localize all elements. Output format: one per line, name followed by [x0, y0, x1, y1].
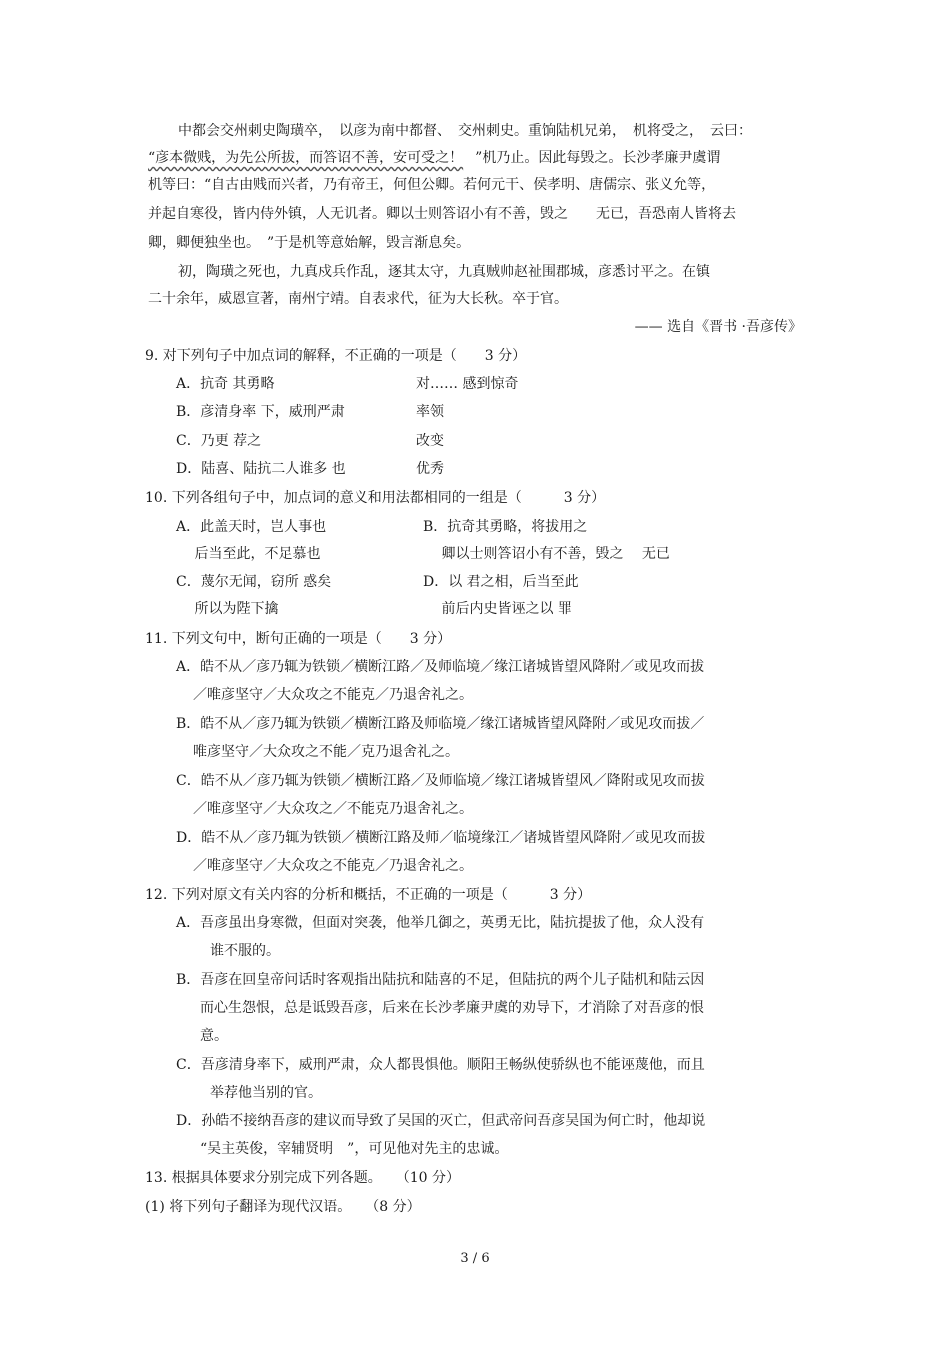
q11-option-c-line1: C．皓不从／彦乃辄为铁锁／横断江路／及师临境／缘江诸城皆望风／降附或见攻而拔 [176, 773, 705, 789]
q11-option-c-line2: ／唯彦坚守／大众攻之／不能克乃退舍礼之。 [193, 801, 473, 817]
q10-option-b1: B．抗奇其勇略，将拔用之 [423, 519, 588, 535]
passage-line: 并起自寒役，皆内侍外镇，人无讥者。卿以士则答诏小有不善，毁之 无已，吾恐南人皆将去 [148, 206, 736, 222]
question-13-sub-1: (1) 将下列句子翻译为现代汉语。 （8 分） [145, 1199, 421, 1215]
passage-line: 机等曰：“自古由贱而兴者，乃有帝王，何但公卿。若何元干、侯孝明、唐儒宗、张义允等， [148, 177, 716, 193]
passage-source: —— 选自《晋书 ·吾彦传》 [634, 319, 802, 335]
question-11-stem: 11. 下列文句中，断句正确的一项是（ 3 分） [145, 631, 452, 647]
passage-line-tail: ”机乃止。因此每毁之。长沙孝廉尹虞谓 [475, 150, 721, 166]
q12-option-c-line1: C．吾彦清身率下，威刑严肃，众人都畏惧他。顺阳王畅纵使骄纵也不能诬蔑他，而且 [176, 1057, 705, 1073]
question-10-stem: 10. 下列各组句子中，加点词的意义和用法都相同的一组是（ 3 分） [145, 490, 606, 506]
q12-option-c-line2: 举荐他当别的官。 [210, 1085, 322, 1101]
q11-option-a-line2: ／唯彦坚守／大众攻之不能克／乃退舍礼之。 [193, 687, 473, 703]
q9-option-d-gloss: 优秀 [416, 461, 444, 477]
q12-option-a-line1: A．吾彦虽出身寒微，但面对突袭，他举几御之，英勇无比，陆抗提拔了他，众人没有 [176, 915, 705, 931]
q11-option-b-line1: B．皓不从／彦乃辄为铁锁／横断江路及师临境／缘江诸城皆望风降附／或见攻而拔／ [176, 716, 705, 732]
q12-option-a-line2: 谁不服的。 [210, 943, 280, 959]
passage-line: 初，陶璜之死也，九真戍兵作乱，逐其太守，九真贼帅赵祉围郡城，彦悉讨平之。在镇 [178, 264, 710, 280]
wavy-underlined-quote: “彦本微贱，为先公所拔，而答诏不善，安可受之！ [148, 150, 464, 166]
q11-option-b-line2: 唯彦坚守／大众攻之不能／克乃退舍礼之。 [193, 744, 459, 760]
q10-option-a1: A．此盖天时，岂人事也 [176, 519, 327, 535]
q9-option-c: C．乃更 荐之 [176, 433, 262, 449]
q9-option-d: D．陆喜、陆抗二人谁多 也 [176, 461, 346, 477]
q12-option-d-line1: D．孙皓不接纳吾彦的建议而导致了吴国的灭亡，但武帝问吾彦吴国为何亡时，他却说 [176, 1113, 706, 1129]
passage-line-quote [148, 148, 720, 168]
q9-option-a-gloss: 对…… 感到惊奇 [416, 376, 519, 392]
question-13-stem: 13. 根据具体要求分别完成下列各题。 （10 分） [145, 1170, 460, 1186]
q11-option-d-line1: D．皓不从／彦乃辄为铁锁／横断江路及师／临境缘江／诸城皆望风降附／或见攻而拔 [176, 830, 706, 846]
q12-option-b-line1: B．吾彦在回皇帝问话时客观指出陆抗和陆喜的不足，但陆抗的两个儿子陆机和陆云因 [176, 972, 705, 988]
q10-option-d1: D．以 君之相，后当至此 [423, 574, 579, 590]
passage-line: 卿，卿便独坐也。 ”于是机等意始解，毁言渐息矣。 [148, 235, 471, 251]
question-9-stem: 9. 对下列句子中加点词的解释，不正确的一项是（ 3 分） [145, 348, 527, 364]
q10-option-a2: 后当至此，不足慕也 [176, 546, 321, 562]
q9-option-b: B．彦清身率 下，威刑严肃 [176, 404, 345, 420]
q12-option-b-line2: 而心生怨恨，总是诋毁吾彦，后来在长沙孝廉尹虞的劝导下，才消除了对吾彦的恨 [200, 1000, 704, 1016]
q10-option-d2: 前后内史皆诬之以 罪 [423, 601, 572, 617]
q9-option-a: A．抗奇 其勇略 [176, 376, 275, 392]
passage-line: 中都会交州刺史陶璜卒， 以彦为南中都督、 交州刺史。重饷陆机兄弟， 机将受之， 云曰： [178, 123, 752, 139]
page-number: 3 / 6 [460, 1251, 490, 1266]
question-12-stem: 12. 下列对原文有关内容的分析和概括，不正确的一项是（ 3 分） [145, 887, 592, 903]
passage-line: 二十余年，威恩宣著，南州宁靖。自表求代，征为大长秋。卒于官。 [148, 291, 568, 307]
q10-option-b2: 卿以士则答诏小有不善，毁之 无已 [423, 546, 670, 562]
q9-option-c-gloss: 改变 [416, 433, 444, 449]
q11-option-d-line2: ／唯彦坚守／大众攻之不能克／乃退舍礼之。 [193, 858, 473, 874]
q10-option-c2: 所以为陛下擒 [176, 601, 279, 617]
q12-option-d-line2: “吴主英俊，宰辅贤明 ”，可见他对先主的忠诚。 [200, 1141, 509, 1157]
q10-option-c1: C．蔑尔无闻，窃所 惑矣 [176, 574, 332, 590]
q9-option-b-gloss: 率领 [416, 404, 444, 420]
q12-option-b-line3: 意。 [200, 1028, 228, 1044]
q11-option-a-line1: A．皓不从／彦乃辄为铁锁／横断江路／及师临境／缘江诸城皆望风降附／或见攻而拔 [176, 659, 705, 675]
